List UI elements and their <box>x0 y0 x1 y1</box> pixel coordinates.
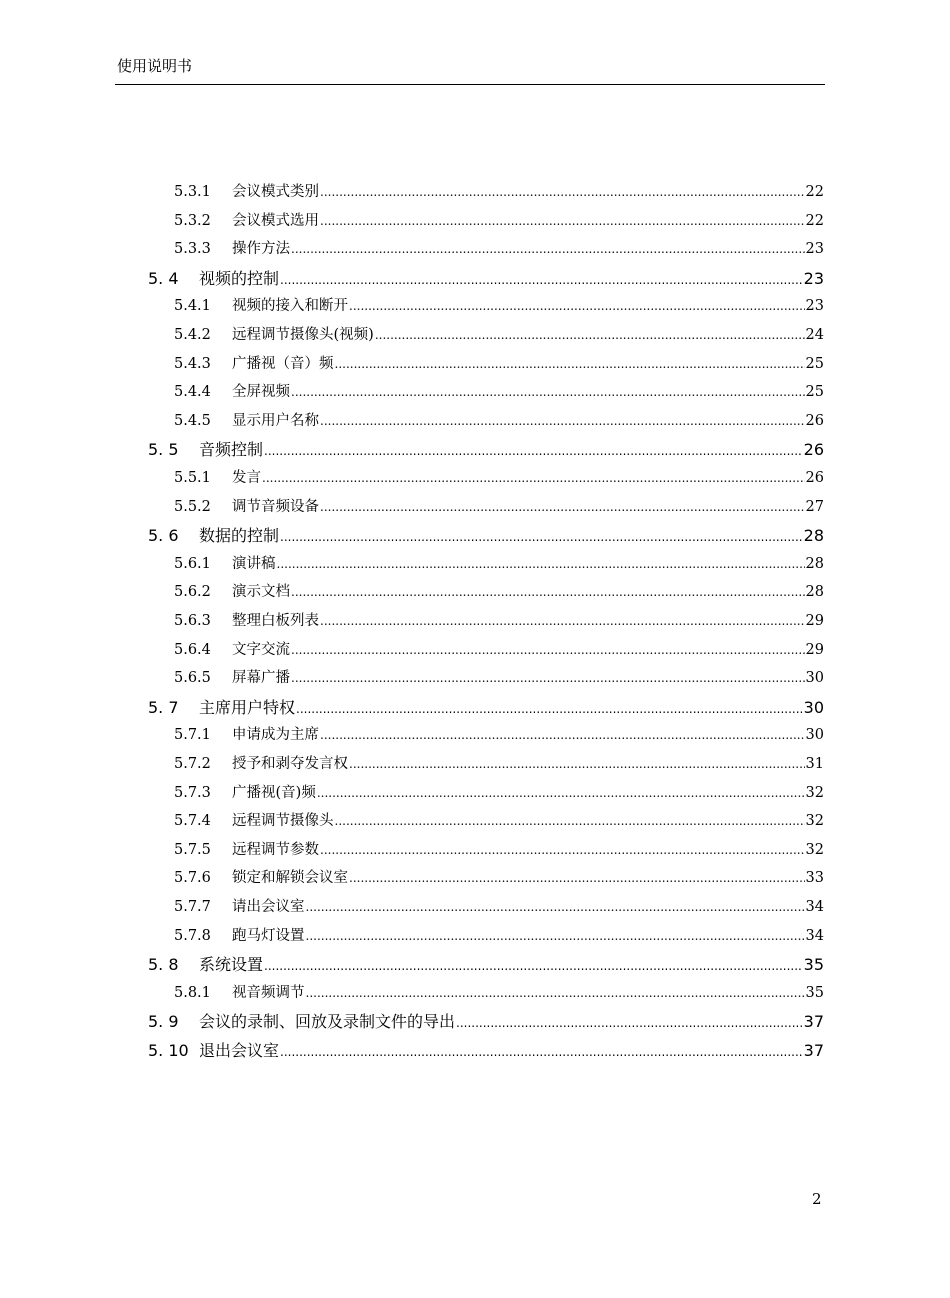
toc-dot-leader <box>291 242 805 256</box>
toc-entry-page: 35 <box>805 984 824 1001</box>
toc-entry-number: 5.8.1 <box>174 984 211 1001</box>
toc-entry-page: 25 <box>805 384 824 401</box>
toc-entry[interactable] <box>174 495 824 516</box>
toc-entry-number: 5.5.1 <box>174 470 211 486</box>
toc-dot-leader <box>264 959 803 973</box>
toc-entry-title: 远程调节摄像头 <box>232 813 334 830</box>
toc-entry[interactable] <box>174 466 824 487</box>
toc-entry[interactable] <box>174 809 824 830</box>
toc-entry-number: 5.7.8 <box>174 927 211 944</box>
toc-entry-page: 23 <box>805 298 824 315</box>
toc-dot-leader <box>296 702 803 716</box>
toc-entry-page: 30 <box>805 670 824 687</box>
toc-entry-page: 26 <box>803 440 824 460</box>
toc-entry-title: 整理白板列表 <box>232 613 319 629</box>
toc-entry[interactable] <box>174 409 824 430</box>
toc-entry[interactable] <box>148 1038 824 1061</box>
toc-entry-page: 31 <box>805 756 824 772</box>
toc-entry-number: 5.7.2 <box>174 756 211 772</box>
toc-dot-leader <box>320 500 805 514</box>
toc-entry-title: 文字交流 <box>232 641 290 658</box>
toc-entry[interactable] <box>174 380 824 401</box>
toc-entry-page: 24 <box>805 327 824 343</box>
toc-dot-leader <box>320 414 805 428</box>
toc-dot-leader <box>291 585 805 599</box>
toc-entry-title: 退出会议室 <box>199 1041 280 1060</box>
toc-entry-page: 34 <box>805 927 824 944</box>
toc-dot-leader <box>306 900 805 914</box>
toc-entry-page: 28 <box>805 555 824 572</box>
toc-entry[interactable] <box>174 895 824 916</box>
toc-entry-page: 25 <box>805 355 824 372</box>
toc-entry-title: 数据的控制 <box>199 526 280 546</box>
toc-entry-title: 会议模式选用 <box>232 212 319 229</box>
toc-entry-page: 35 <box>803 955 824 975</box>
toc-entry-page: 32 <box>805 784 824 801</box>
toc-entry-title: 全屏视频 <box>232 384 290 401</box>
toc-entry[interactable] <box>174 781 824 802</box>
toc-entry-page: 27 <box>805 498 824 515</box>
toc-entry-number: 5.3.2 <box>174 212 211 229</box>
toc-entry-title: 锁定和解锁会议室 <box>232 870 348 887</box>
toc-entry-title: 会议的录制、回放及录制文件的导出 <box>199 1012 456 1032</box>
toc-entry-number: 5.4.2 <box>174 327 211 343</box>
toc-entry-number: 5.7.6 <box>174 870 211 887</box>
toc-entry-title: 授予和剥夺发言权 <box>232 756 348 772</box>
toc-entry-page: 22 <box>805 184 824 200</box>
toc-entry[interactable] <box>174 180 824 201</box>
toc-dot-leader <box>375 328 805 342</box>
toc-entry-number: 5.7.4 <box>174 813 211 830</box>
toc-entry-number: 5.4.5 <box>174 412 211 429</box>
toc-entry[interactable] <box>174 838 824 859</box>
toc-entry[interactable] <box>148 266 824 289</box>
toc-entry[interactable] <box>174 981 824 1002</box>
toc-entry-title: 跑马灯设置 <box>232 927 305 944</box>
toc-entry-number: 5.7.5 <box>174 841 211 858</box>
toc-entry-title: 广播视(音)频 <box>232 784 316 801</box>
toc-entry[interactable] <box>174 924 824 945</box>
toc-entry-number: 5.7.7 <box>174 899 211 915</box>
toc-entry-number: 5.6.5 <box>174 670 211 687</box>
toc-entry-title: 广播视（音）频 <box>232 355 334 372</box>
toc-dot-leader <box>280 1045 803 1059</box>
toc-entry-number: 5.6.3 <box>174 613 211 629</box>
toc-dot-leader <box>456 1016 803 1030</box>
toc-entry-page: 28 <box>805 584 824 601</box>
toc-entry[interactable] <box>174 866 824 887</box>
toc-entry-title: 系统设置 <box>199 955 264 975</box>
toc-entry-title: 视频的控制 <box>199 268 280 288</box>
toc-entry[interactable] <box>148 437 824 460</box>
toc-entry-title: 演示文档 <box>232 584 290 601</box>
page-number: 2 <box>812 1190 822 1208</box>
toc-entry-page: 29 <box>805 641 824 658</box>
toc-dot-leader <box>277 557 805 571</box>
toc-entry-number: 5.7.3 <box>174 784 211 801</box>
toc-dot-leader <box>291 671 805 685</box>
toc-dot-leader <box>264 444 803 458</box>
toc-entry[interactable] <box>174 638 824 659</box>
toc-dot-leader <box>306 929 805 943</box>
toc-dot-leader <box>317 786 805 800</box>
toc-entry-title: 会议模式类别 <box>232 184 319 200</box>
toc-entry-title: 操作方法 <box>232 241 290 258</box>
toc-entry-number: 5.6.4 <box>174 641 211 658</box>
toc-entry-number: 5. 5 <box>148 440 179 460</box>
toc-entry[interactable] <box>174 666 824 687</box>
toc-entry-page: 32 <box>805 813 824 830</box>
toc-dot-leader <box>306 986 805 1000</box>
toc-entry-number: 5. 6 <box>148 526 179 546</box>
toc-entry-number: 5.5.2 <box>174 498 211 515</box>
toc-entry-title: 调节音频设备 <box>232 498 319 515</box>
toc-entry[interactable] <box>174 352 824 373</box>
toc-entry-number: 5. 9 <box>148 1012 179 1032</box>
toc-entry-title: 音频控制 <box>199 440 264 460</box>
header-title: 使用说明书 <box>117 57 193 75</box>
toc-entry-page: 37 <box>803 1012 824 1032</box>
toc-entry-title: 远程调节摄像头(视频) <box>232 327 374 343</box>
toc-entry-title: 视频的接入和断开 <box>232 298 348 315</box>
toc-entry[interactable] <box>148 523 824 546</box>
toc-entry-page: 26 <box>805 412 824 429</box>
toc-entry-page: 30 <box>803 697 824 717</box>
toc-entry-number: 5. 7 <box>148 697 179 717</box>
toc-entry-page: 30 <box>805 727 824 744</box>
toc-entry-number: 5.4.3 <box>174 355 211 372</box>
toc-entry[interactable] <box>174 609 824 630</box>
toc-entry-page: 37 <box>803 1041 824 1060</box>
toc-entry[interactable] <box>174 323 824 344</box>
toc-dot-leader <box>280 530 803 544</box>
toc-entry[interactable] <box>174 209 824 230</box>
toc-dot-leader <box>320 185 805 199</box>
toc-dot-leader <box>291 385 805 399</box>
toc-entry-title: 屏幕广播 <box>232 670 290 687</box>
toc-entry[interactable] <box>148 695 824 718</box>
toc-entry-title: 请出会议室 <box>232 899 305 915</box>
toc-entry-number: 5. 8 <box>148 955 179 975</box>
toc-entry-number: 5.6.1 <box>174 555 211 572</box>
toc-entry-title: 发言 <box>232 470 261 486</box>
toc-dot-leader <box>320 728 805 742</box>
toc-entry[interactable] <box>174 580 824 601</box>
toc-entry-page: 23 <box>805 241 824 258</box>
toc-entry[interactable] <box>148 1009 824 1032</box>
toc-entry[interactable] <box>174 552 824 573</box>
toc-dot-leader <box>280 273 803 287</box>
toc-entry-page: 26 <box>805 470 824 486</box>
toc-dot-leader <box>320 214 805 228</box>
toc-dot-leader <box>349 757 805 771</box>
toc-entry-page: 33 <box>805 870 824 887</box>
toc-entry-title: 主席用户特权 <box>199 697 296 717</box>
toc-entry-number: 5.4.4 <box>174 384 211 401</box>
toc-entry-number: 5.7.1 <box>174 727 211 744</box>
toc-dot-leader <box>320 843 805 857</box>
toc-entry-number: 5.4.1 <box>174 298 211 315</box>
toc-entry-page: 34 <box>805 899 824 915</box>
toc-entry[interactable] <box>174 237 824 258</box>
toc-entry-number: 5. 10 <box>148 1041 189 1060</box>
toc-dot-leader <box>320 614 805 628</box>
toc-entry-title: 演讲稿 <box>232 555 276 572</box>
toc-entry-title: 申请成为主席 <box>232 727 319 744</box>
toc-entry-page: 23 <box>803 268 824 288</box>
toc-dot-leader <box>291 643 805 657</box>
toc-entry[interactable] <box>174 752 824 773</box>
toc-entry-page: 22 <box>805 212 824 229</box>
toc-entry-page: 29 <box>805 613 824 629</box>
toc-entry-title: 显示用户名称 <box>232 412 319 429</box>
toc-entry[interactable] <box>174 294 824 315</box>
toc-dot-leader <box>349 299 805 313</box>
toc-entry[interactable] <box>174 723 824 744</box>
toc-entry-page: 32 <box>805 841 824 858</box>
header-divider <box>115 84 825 85</box>
toc-entry-number: 5.3.3 <box>174 241 211 258</box>
toc-entry-title: 远程调节参数 <box>232 841 319 858</box>
toc-dot-leader <box>335 357 805 371</box>
toc-entry-number: 5.3.1 <box>174 184 211 200</box>
toc-entry-number: 5.6.2 <box>174 584 211 601</box>
toc-entry-page: 28 <box>803 526 824 546</box>
toc-entry[interactable] <box>148 952 824 975</box>
toc-entry-title: 视音频调节 <box>232 984 305 1001</box>
toc-dot-leader <box>349 871 805 885</box>
toc-dot-leader <box>335 814 805 828</box>
toc-dot-leader <box>262 471 805 485</box>
toc-entry-number: 5. 4 <box>148 268 179 288</box>
